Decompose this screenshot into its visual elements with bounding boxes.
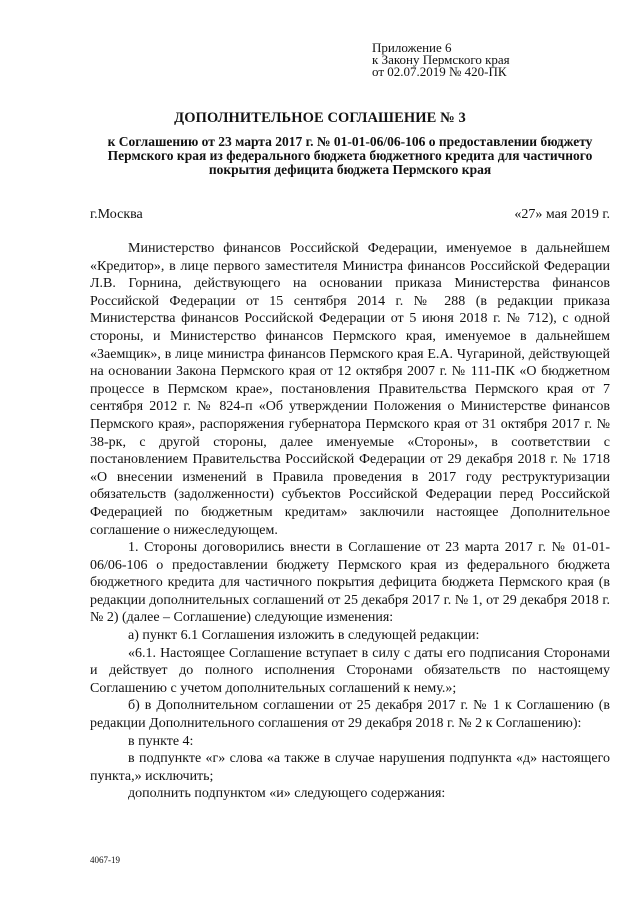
paragraph-subitem-b: б) в Дополнительном соглашении от 25 декабря 2017 г. № 1 к Соглашению (в редакции Дополнительного соглашения от 29 декабря 2018 г. № 2 к Соглашению): — [90, 698, 610, 732]
paragraph-quote-6-1: «6.1. Настоящее Соглашение вступает в силу с даты его подписания Сторонами и действует до полного исполнения Сторонами обязательств по настоящему Соглашению с учетом дополнительных соглашений к нему.»; — [90, 645, 610, 696]
appendix-header — [372, 42, 510, 78]
paragraph-preamble: Министерство финансов Российской Федерации, именуемое в дальнейшем «Кредитор», в лице первого заместителя Министра финансов Российской Федерации Л.В. Горнина, действующего на основании приказа Министерства финансов Российской Федерации от 15 сентября 2014 г. № 288 (в редакции приказа Министерства финансов Российской Федерации от 5 июня 2018 г. № 712), с одной стороны, и Министерство финансов Пермского края, именуемое в дальнейшем «Заемщик», в лице министра финансов Пермского края Е.А. Чугариной, действующей на основании Закона Пермского края от 12 октября 2007 г. № 111-ПК «О бюджетном процессе в Пермском крае», постановления Правительства Пермского края от 7 сентября 2012 г. № 824-п «Об утверждении Положения о Министерстве финансов Пермского края», распоряжения губернатора Пермского края от 31 октября 2017 г. № 38-рк, с другой стороны, далее именуемые «Стороны», в соответствии с постановлением Правительства Российской Федерации от 29 декабря 2018 г. № 1718 «О внесении изменений в Правила проведения в 2017 году реструктуризации обязательств (задолженности) субъектов Российской Федерации перед Российской Федерацией по бюджетным кредитам» заключили настоящее Дополнительное соглашение о нижеследующем. — [90, 241, 610, 538]
document-title: ДОПОЛНИТЕЛЬНОЕ СОГЛАШЕНИЕ № 3 — [174, 110, 466, 126]
paragraph-point-4: в пункте 4: — [128, 733, 194, 749]
document-code: 4067-19 — [90, 855, 120, 865]
date: «27» мая 2019 г. — [514, 207, 610, 222]
city: г.Москва — [90, 207, 143, 222]
paragraph-subitem-a: а) пункт 6.1 Соглашения изложить в следующей редакции: — [128, 628, 480, 644]
paragraph-subpoint-g: в подпункте «г» слова «а также в случае нарушения подпункта «д» настоящего пункта,» исключить; — [90, 751, 610, 784]
appendix-line: к Закону Пермского края — [372, 52, 510, 67]
appendix-line: от 02.07.2019 № 420-ПК — [372, 64, 507, 79]
paragraph-subpoint-i: дополнить подпунктом «и» следующего содержания: — [128, 786, 446, 802]
appendix-line: Приложение 6 — [372, 40, 452, 55]
document-body — [90, 240, 610, 803]
document-subtitle: к Соглашению от 23 марта 2017 г. № 01-01-06/06-106 о предоставлении бюджету Пермского края из федерального бюджета бюджетного кредита для частичного покрытия дефицита бюджета Пермского края — [107, 134, 593, 177]
paragraph-item-1: 1. Стороны договорились внести в Соглашение от 23 марта 2017 г. № 01-01-06/06-106 о предоставлении бюджету Пермского края из федерального бюджета бюджетного кредита для частичного покрытия дефицита бюджета Пермского края (в редакции дополнительных соглашений от 25 декабря 2017 г. № 1, от 29 декабря 2018 г. № 2) (далее – Соглашение) следующие изменения: — [90, 540, 610, 626]
